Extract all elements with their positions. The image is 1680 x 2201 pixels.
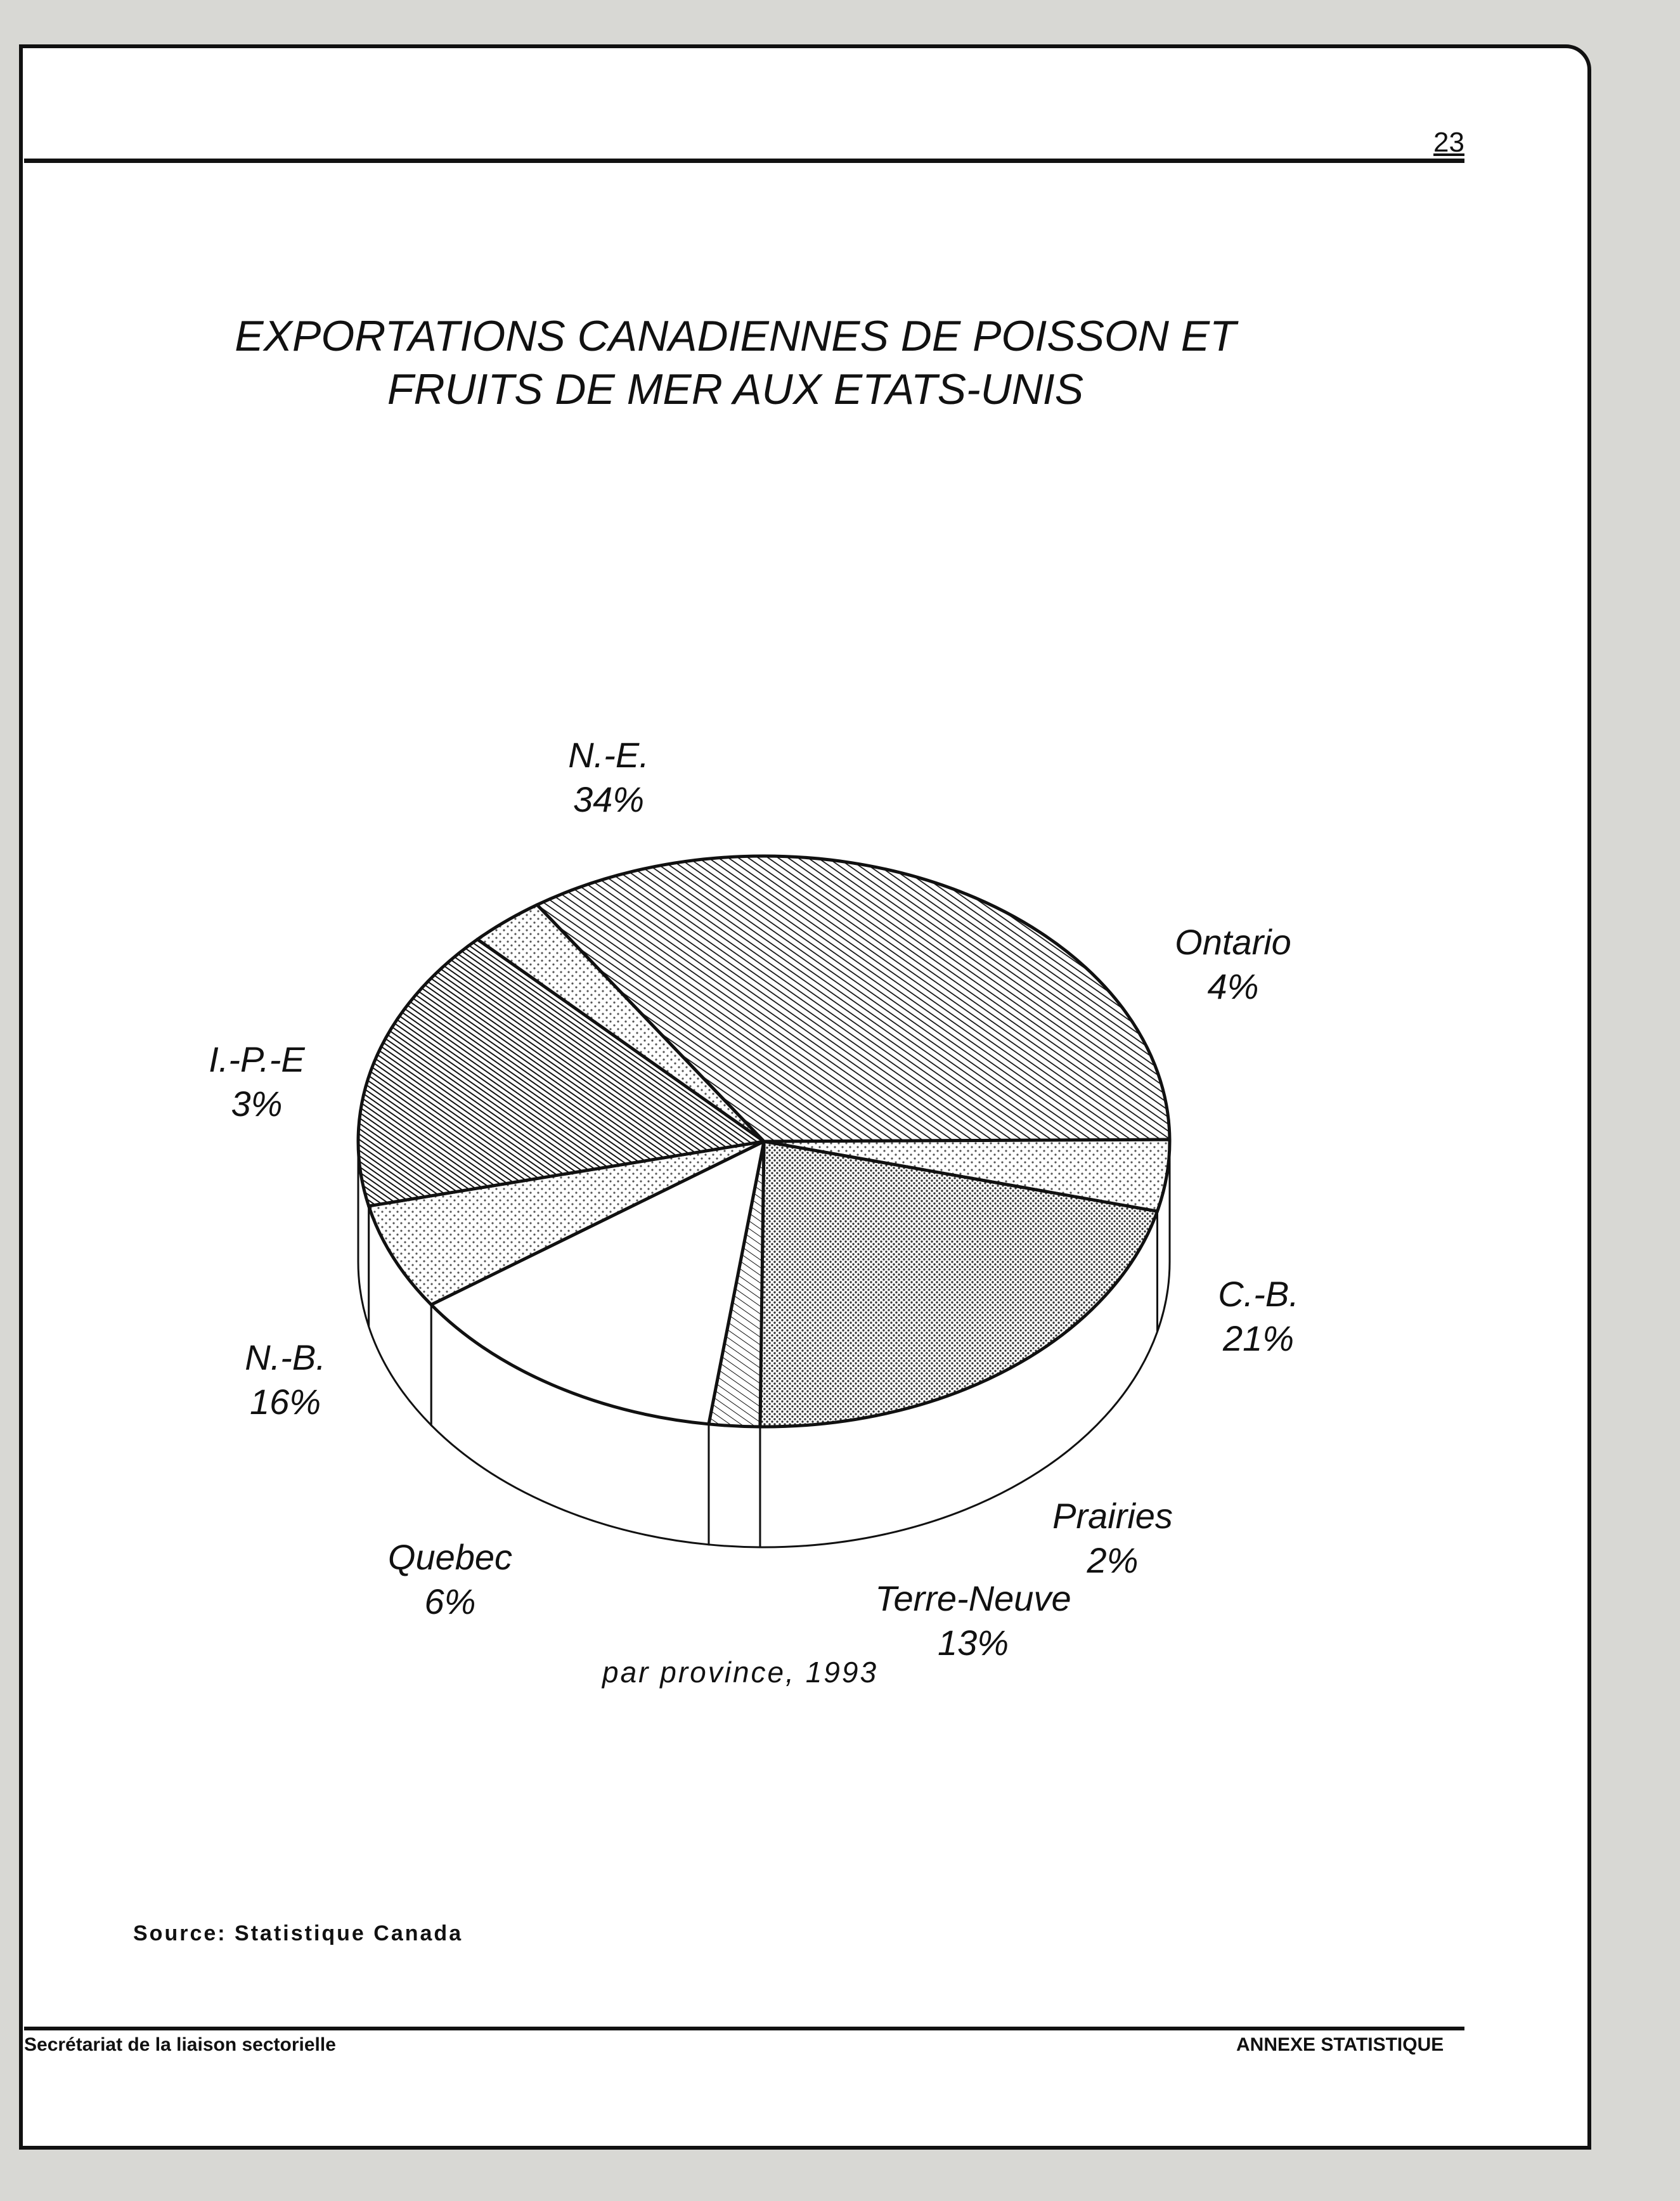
chart-title-line-1: EXPORTATIONS CANADIENNES DE POISSON ET	[235, 312, 1236, 360]
slice-label-quebec	[388, 1537, 512, 1621]
slice-label-value: 4%	[1207, 966, 1259, 1006]
page-number: 23	[1433, 127, 1464, 158]
slice-label-value: 6%	[424, 1581, 476, 1621]
pie-slices	[358, 856, 1170, 1547]
slice-label-n-b	[245, 1337, 326, 1422]
footer-rule	[24, 2027, 1464, 2030]
slice-label-name: Quebec	[387, 1537, 513, 1577]
chart-title-line-2: FRUITS DE MER AUX ETATS-UNIS	[387, 365, 1084, 413]
slice-label-name: N.-E.	[568, 735, 649, 775]
source-note: Source: Statistique Canada	[133, 1921, 463, 1945]
footer-right: ANNEXE STATISTIQUE	[1236, 2034, 1444, 2055]
slice-label-name: Terre-Neuve	[875, 1578, 1071, 1618]
footer-left: Secrétariat de la liaison sectorielle	[24, 2034, 336, 2055]
chart-subtitle-text: par province, 1993	[602, 1656, 879, 1689]
slice-label-name: C.-B.	[1218, 1274, 1299, 1314]
slice-label-value: 21%	[1222, 1318, 1295, 1358]
slice-label-value: 16%	[249, 1382, 321, 1422]
slice-side-prairies	[709, 1424, 760, 1547]
slice-label-name: Prairies	[1052, 1496, 1173, 1536]
slice-label-n-e	[568, 735, 649, 819]
slice-label-value: 34%	[572, 779, 645, 819]
slice-label-ontario	[1175, 922, 1291, 1006]
slice-label-value: 2%	[1087, 1540, 1139, 1580]
slice-label-value: 13%	[937, 1623, 1009, 1663]
slice-label-c-b	[1218, 1274, 1299, 1358]
slice-label-terre-neuve	[875, 1578, 1071, 1663]
slice-label-value: 3%	[231, 1084, 283, 1124]
slice-label-i-p-e	[209, 1039, 305, 1124]
slice-label-prairies	[1052, 1496, 1173, 1580]
slice-label-name: Ontario	[1175, 922, 1291, 962]
slice-label-name: I.-P.-E	[209, 1039, 305, 1079]
slice-label-name: N.-B.	[245, 1337, 326, 1377]
